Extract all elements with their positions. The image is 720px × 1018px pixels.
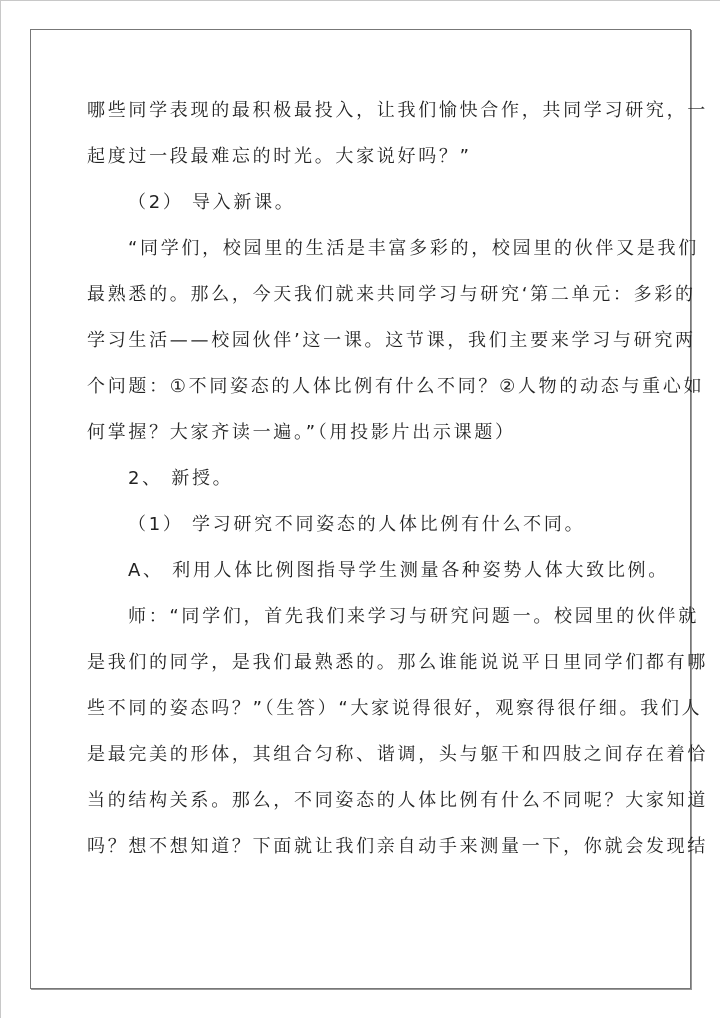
text-line: 最熟悉的。那么，今天我们就来共同学习与研究‘第二单元：多彩的 bbox=[87, 284, 696, 305]
text-line: 吗？想不想知道？下面就让我们亲自动手来测量一下，你就会发现结 bbox=[87, 836, 708, 857]
text-line: 当的结构关系。那么，不同姿态的人体比例有什么不同呢？大家知道 bbox=[87, 790, 708, 811]
text-line: 是最完美的形体，其组合匀称、谐调，头与躯干和四肢之间存在着恰 bbox=[87, 744, 708, 765]
text-line: 师：“同学们，首先我们来学习与研究问题一。校园里的伙伴就 bbox=[128, 606, 699, 627]
text-line: 学习生活——校园伙伴’这一课。这节课，我们主要来学习与研究两 bbox=[87, 330, 696, 351]
page-edge bbox=[0, 0, 720, 1]
page-edge bbox=[0, 0, 1, 1018]
text-line: 是我们的同学，是我们最熟悉的。那么谁能说说平日里同学们都有哪 bbox=[87, 652, 708, 673]
text-line: “同学们，校园里的生活是丰富多彩的，校园里的伙伴又是我们 bbox=[128, 238, 699, 259]
section-heading: A、 利用人体比例图指导学生测量各种姿势人体大致比例。 bbox=[128, 560, 669, 581]
section-heading: （1） 学习研究不同姿态的人体比例有什么不同。 bbox=[128, 514, 586, 535]
section-heading: 2、 新授。 bbox=[128, 468, 234, 489]
text-line: 个问题：①不同姿态的人体比例有什么不同？②人物的动态与重心如 bbox=[87, 376, 705, 397]
text-line: 些不同的姿态吗？”（生答）“大家说得很好，观察得很仔细。我们人 bbox=[87, 698, 703, 719]
text-line: 何掌握？大家齐读一遍。”（用投影片出示课题） bbox=[87, 422, 516, 443]
text-line: 起度过一段最难忘的时光。大家说好吗？” bbox=[87, 146, 472, 167]
section-heading: （2） 导入新课。 bbox=[128, 192, 296, 213]
text-line: 哪些同学表现的最积极最投入，让我们愉快合作，共同学习研究，一 bbox=[87, 100, 708, 121]
